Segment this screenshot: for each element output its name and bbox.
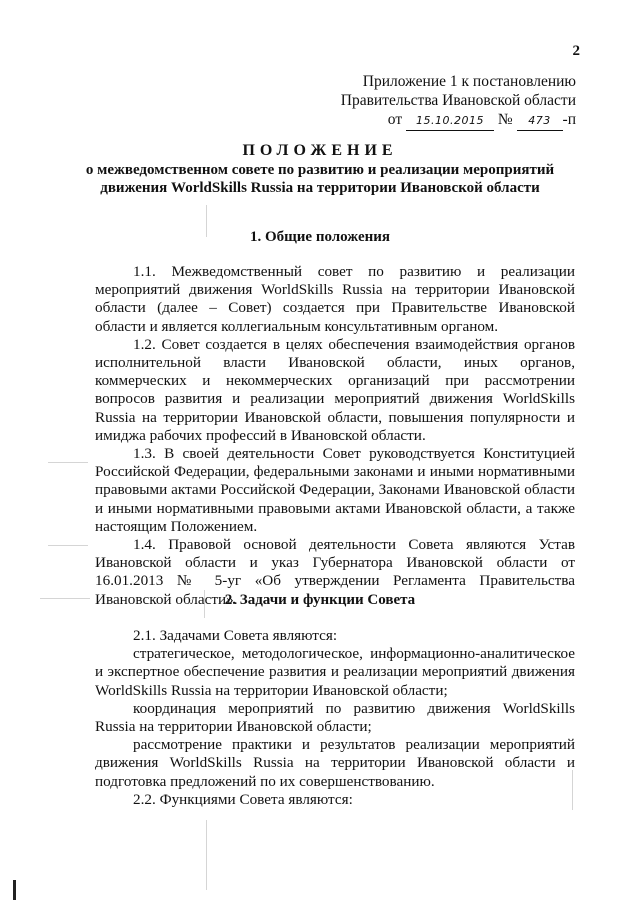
document-title: ПОЛОЖЕНИЕ [242,142,398,159]
document-subtitle: о межведомственном совете по развитию и реализации мероприятий движения WorldSkills Russia на территории Ивановской области [85,162,555,196]
paragraph-1-4: 1.4. Правовой основой деятельности Совета являются Устав Ивановской области и указ Губернатора Ивановской области от 16.01.2013 № 5-уг «Об утверждении Регламента Правительства Ивановской области». [95,536,575,608]
scan-artifact [206,820,207,890]
handwritten-date: 15.10.2015 [406,111,494,131]
handwritten-number: 473 [517,111,563,131]
appendix-line-3 [276,110,576,131]
section-1-body [95,263,575,609]
appendix-no: № [497,111,513,128]
section-2-heading: 2. Задачи и функции Совета [224,592,416,608]
scan-artifact [48,462,88,463]
paragraph-1-3: 1.3. В своей деятельности Совет руководствуется Конституцией Российской Федерации, федеральными законами и иными нормативными правовыми актами Российской Федерации, Законами Ивановской области и иными нормативными правовыми актами Ивановской области, а также настоящим Положением. [95,445,575,535]
paragraph-1-2: 1.2. Совет создается в целях обеспечения взаимодействия органов исполнительной власти Ивановской области, иных органов, коммерческих и некоммерческих организаций при рассмотрении вопросов развития и реализации мероприятий движения WorldSkills Russia на территории Ивановской области, повышения популярности и имиджа рабочих профессий в Ивановской области. [95,335,575,444]
scan-artifact [206,205,207,237]
task-item-3: рассмотрение практики и результатов реализации мероприятий движения WorldSkills Russia на территории Ивановской области и подготовка предложений по их совершенствованию. [95,736,575,790]
scan-artifact [40,598,90,599]
page-number: 2 [572,43,580,59]
scan-artifact [572,770,573,810]
paragraph-2-2: 2.2. Функциями Совета являются: [133,790,353,808]
scan-artifact [48,545,88,546]
appendix-line-2: Правительства Ивановской области [340,92,576,109]
scan-artifact [204,590,205,618]
scan-edge-mark [13,880,16,900]
appendix-suffix: -п [562,111,576,128]
paragraph-1-1: 1.1. Межведомственный совет по развитию и реализации мероприятий движения WorldSkills Russia на территории Ивановской области (далее – Совет) создается при Правительстве Ивановской области и является коллегиальным консультативным органом. [95,263,575,335]
appendix-line-1: Приложение 1 к постановлению [362,73,576,90]
task-item-1: стратегическое, методологическое, информационно-аналитическое и экспертное обеспечение развития и реализации мероприятий движения WorldSkills Russia на территории Ивановской области; [95,645,575,699]
section-2-body [95,627,575,809]
appendix-block [276,72,576,131]
task-item-2: координация мероприятий по развитию движения WorldSkills Russia на территории Ивановской области; [95,699,575,736]
appendix-from: от [387,111,403,128]
section-1-heading: 1. Общие положения [249,229,391,245]
paragraph-2-1: 2.1. Задачами Совета являются: [133,627,338,644]
